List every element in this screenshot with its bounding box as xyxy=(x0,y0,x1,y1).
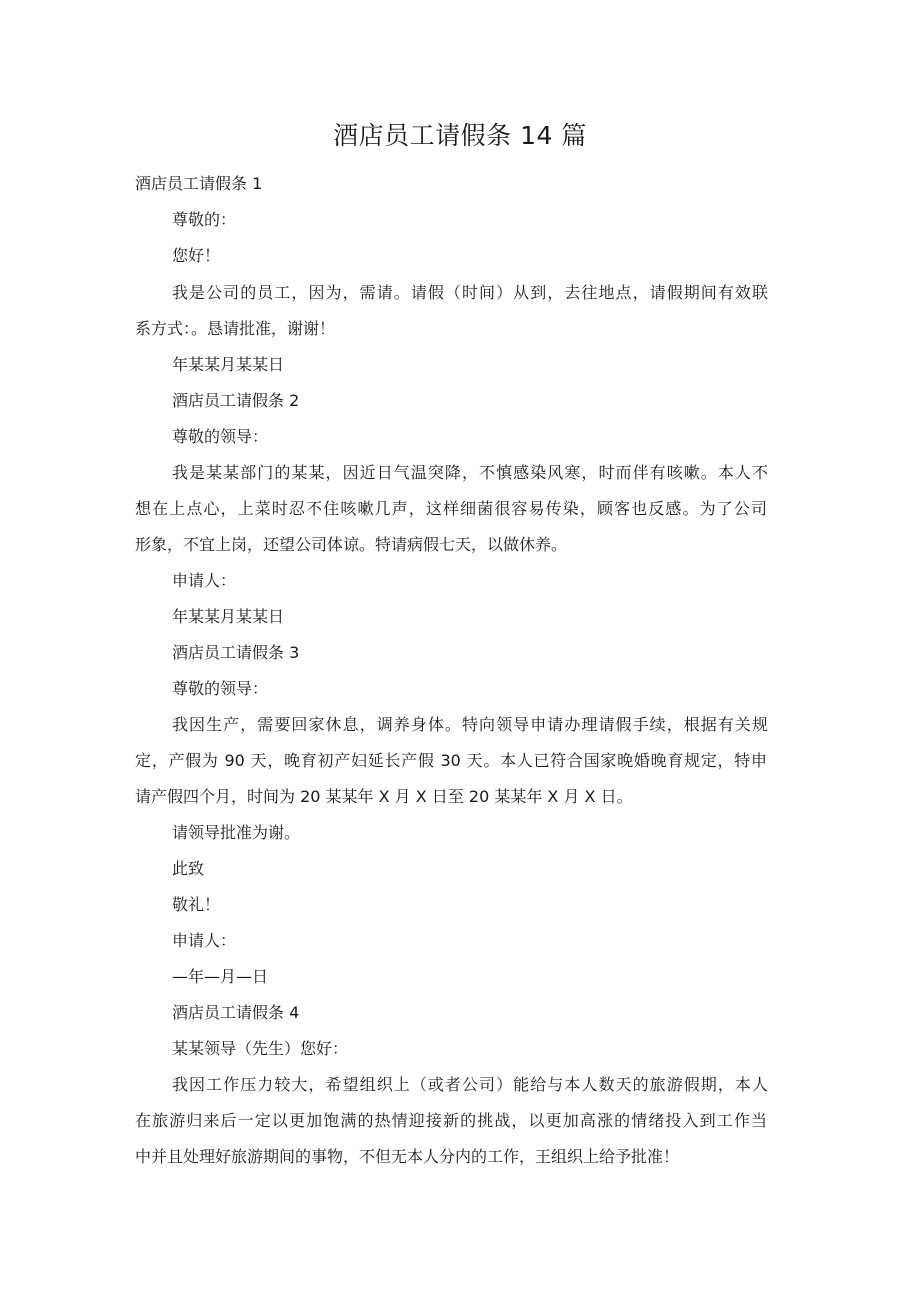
request-line: 请领导批准为谢。 xyxy=(172,823,301,842)
body-line: 我是某某部门的某某，因近日气温突降，不慎感染风寒，时而伴有咳嗽。本人不 xyxy=(172,463,768,482)
applicant-line: 申请人： xyxy=(172,931,237,950)
applicant-line: 申请人： xyxy=(172,571,237,590)
salutation: 某某领导（先生）您好： xyxy=(172,1039,349,1058)
body-line: 定，产假为 90 天，晚育初产妇延长产假 30 天。本人已符合国家晚婚晚育规定，特申 xyxy=(135,751,767,770)
body-line: 在旅游归来后一定以更加饱满的热情迎接新的挑战，以更加高涨的情绪投入到工作当 xyxy=(135,1111,767,1130)
body-line: 中并且处理好旅游期间的事物，不但无本人分内的工作，王组织上给予批准！ xyxy=(135,1147,680,1166)
document-title: 酒店员工请假条 14 篇 xyxy=(333,121,587,150)
salutation: 尊敬的领导： xyxy=(172,679,269,698)
greeting: 您好！ xyxy=(172,246,221,265)
salutation: 尊敬的领导： xyxy=(172,427,269,446)
body-line: 请产假四个月，时间为 20 某某年 X 月 X 日至 20 某某年 X 月 X 日。 xyxy=(135,787,633,806)
section-heading-2: 酒店员工请假条 2 xyxy=(172,391,300,410)
section-heading-4: 酒店员工请假条 4 xyxy=(172,1003,300,1022)
body-line: 形象，不宜上岗，还望公司体谅。特请病假七天，以做休养。 xyxy=(135,535,568,554)
closing-line: 敬礼！ xyxy=(172,895,221,914)
body-line: 我是公司的员工，因为，需请。请假（时间）从到，去往地点，请假期间有效联 xyxy=(172,283,768,302)
closing-line: 此致 xyxy=(172,859,205,878)
date-line: 年某某月某某日 xyxy=(172,607,285,626)
date-line: 年某某月某某日 xyxy=(172,355,285,374)
section-heading-3: 酒店员工请假条 3 xyxy=(172,643,300,662)
body-line: 我因生产，需要回家休息，调养身体。特向领导申请办理请假手续，根据有关规 xyxy=(172,715,768,734)
body-line: 我因工作压力较大，希望组织上（或者公司）能给与本人数天的旅游假期，本人 xyxy=(172,1075,768,1094)
body-line: 想在上点心，上菜时忍不住咳嗽几声，这样细菌很容易传染，顾客也反感。为了公司 xyxy=(135,499,767,518)
body-line: 系方式：。恳请批准，谢谢！ xyxy=(135,319,336,338)
date-line: —年—月—日 xyxy=(172,967,269,986)
salutation: 尊敬的： xyxy=(172,210,237,229)
section-heading-1: 酒店员工请假条 1 xyxy=(135,174,263,193)
